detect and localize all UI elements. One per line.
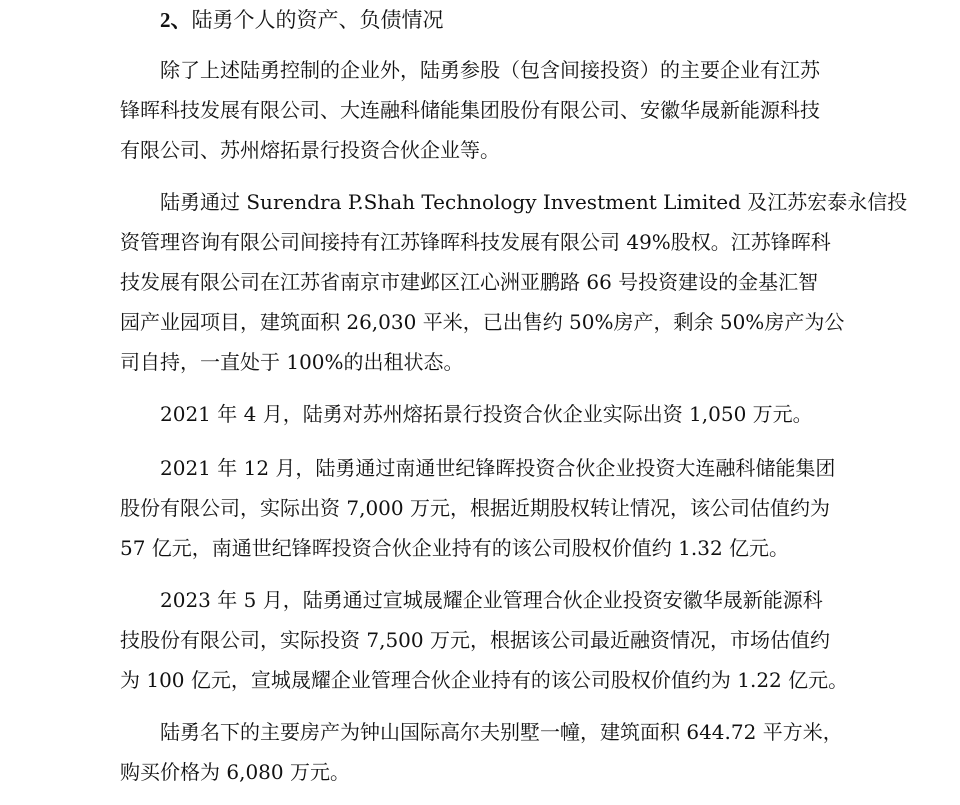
paragraph-line: 除了上述陆勇控制的企业外，陆勇参股（包含间接投资）的主要企业有江苏	[160, 58, 820, 82]
paragraph-line: 园产业园项目，建筑面积 26,030 平米，已出售约 50%房产，剩余 50%房产为公	[120, 310, 845, 334]
paragraph-line: 技发展有限公司在江苏省南京市建邺区江心洲亚鹏路 66 号投资建设的金基汇智	[120, 270, 819, 294]
paragraph-line: 2021 年 4 月，陆勇对苏州熔拓景行投资合伙企业实际出资 1,050 万元。	[160, 402, 813, 426]
paragraph-line: 陆勇名下的主要房产为钟山国际高尔夫别墅一幢，建筑面积 644.72 平方米，	[160, 720, 843, 744]
section-title: 陆勇个人的资产、负债情况	[191, 8, 444, 32]
paragraph-line: 技股份有限公司，实际投资 7,500 万元，根据该公司最近融资情况，市场估值约	[120, 628, 830, 652]
section-number: 2、	[160, 8, 192, 32]
paragraph-line: 2023 年 5 月，陆勇通过宣城晟耀企业管理合伙企业投资安徽华晟新能源科	[160, 588, 823, 612]
paragraph-line: 锋晖科技发展有限公司、大连融科储能集团股份有限公司、安徽华晟新能源科技	[120, 98, 820, 122]
paragraph-line: 有限公司、苏州熔拓景行投资合伙企业等。	[120, 138, 500, 162]
paragraph-line: 股份有限公司，实际出资 7,000 万元，根据近期股权转让情况，该公司估值约为	[120, 496, 830, 520]
paragraph-line: 陆勇通过 Surendra P.Shah Technology Investment Limited 及江苏宏泰永信投	[160, 190, 908, 214]
paragraph-line: 司自持，一直处于 100%的出租状态。	[120, 350, 464, 374]
paragraph-line: 2021 年 12 月，陆勇通过南通世纪锋晖投资合伙企业投资大连融科储能集团	[160, 456, 836, 480]
paragraph-line: 购买价格为 6,080 万元。	[120, 760, 350, 784]
section-heading	[160, 6, 444, 34]
paragraph-line: 为 100 亿元，宣城晟耀企业管理合伙企业持有的该公司股权价值约为 1.22 亿元。	[120, 668, 849, 692]
paragraph-line: 57 亿元，南通世纪锋晖投资合伙企业持有的该公司股权价值约 1.32 亿元。	[120, 536, 790, 560]
paragraph-line: 资管理咨询有限公司间接持有江苏锋晖科技发展有限公司 49%股权。江苏锋晖科	[120, 230, 831, 254]
